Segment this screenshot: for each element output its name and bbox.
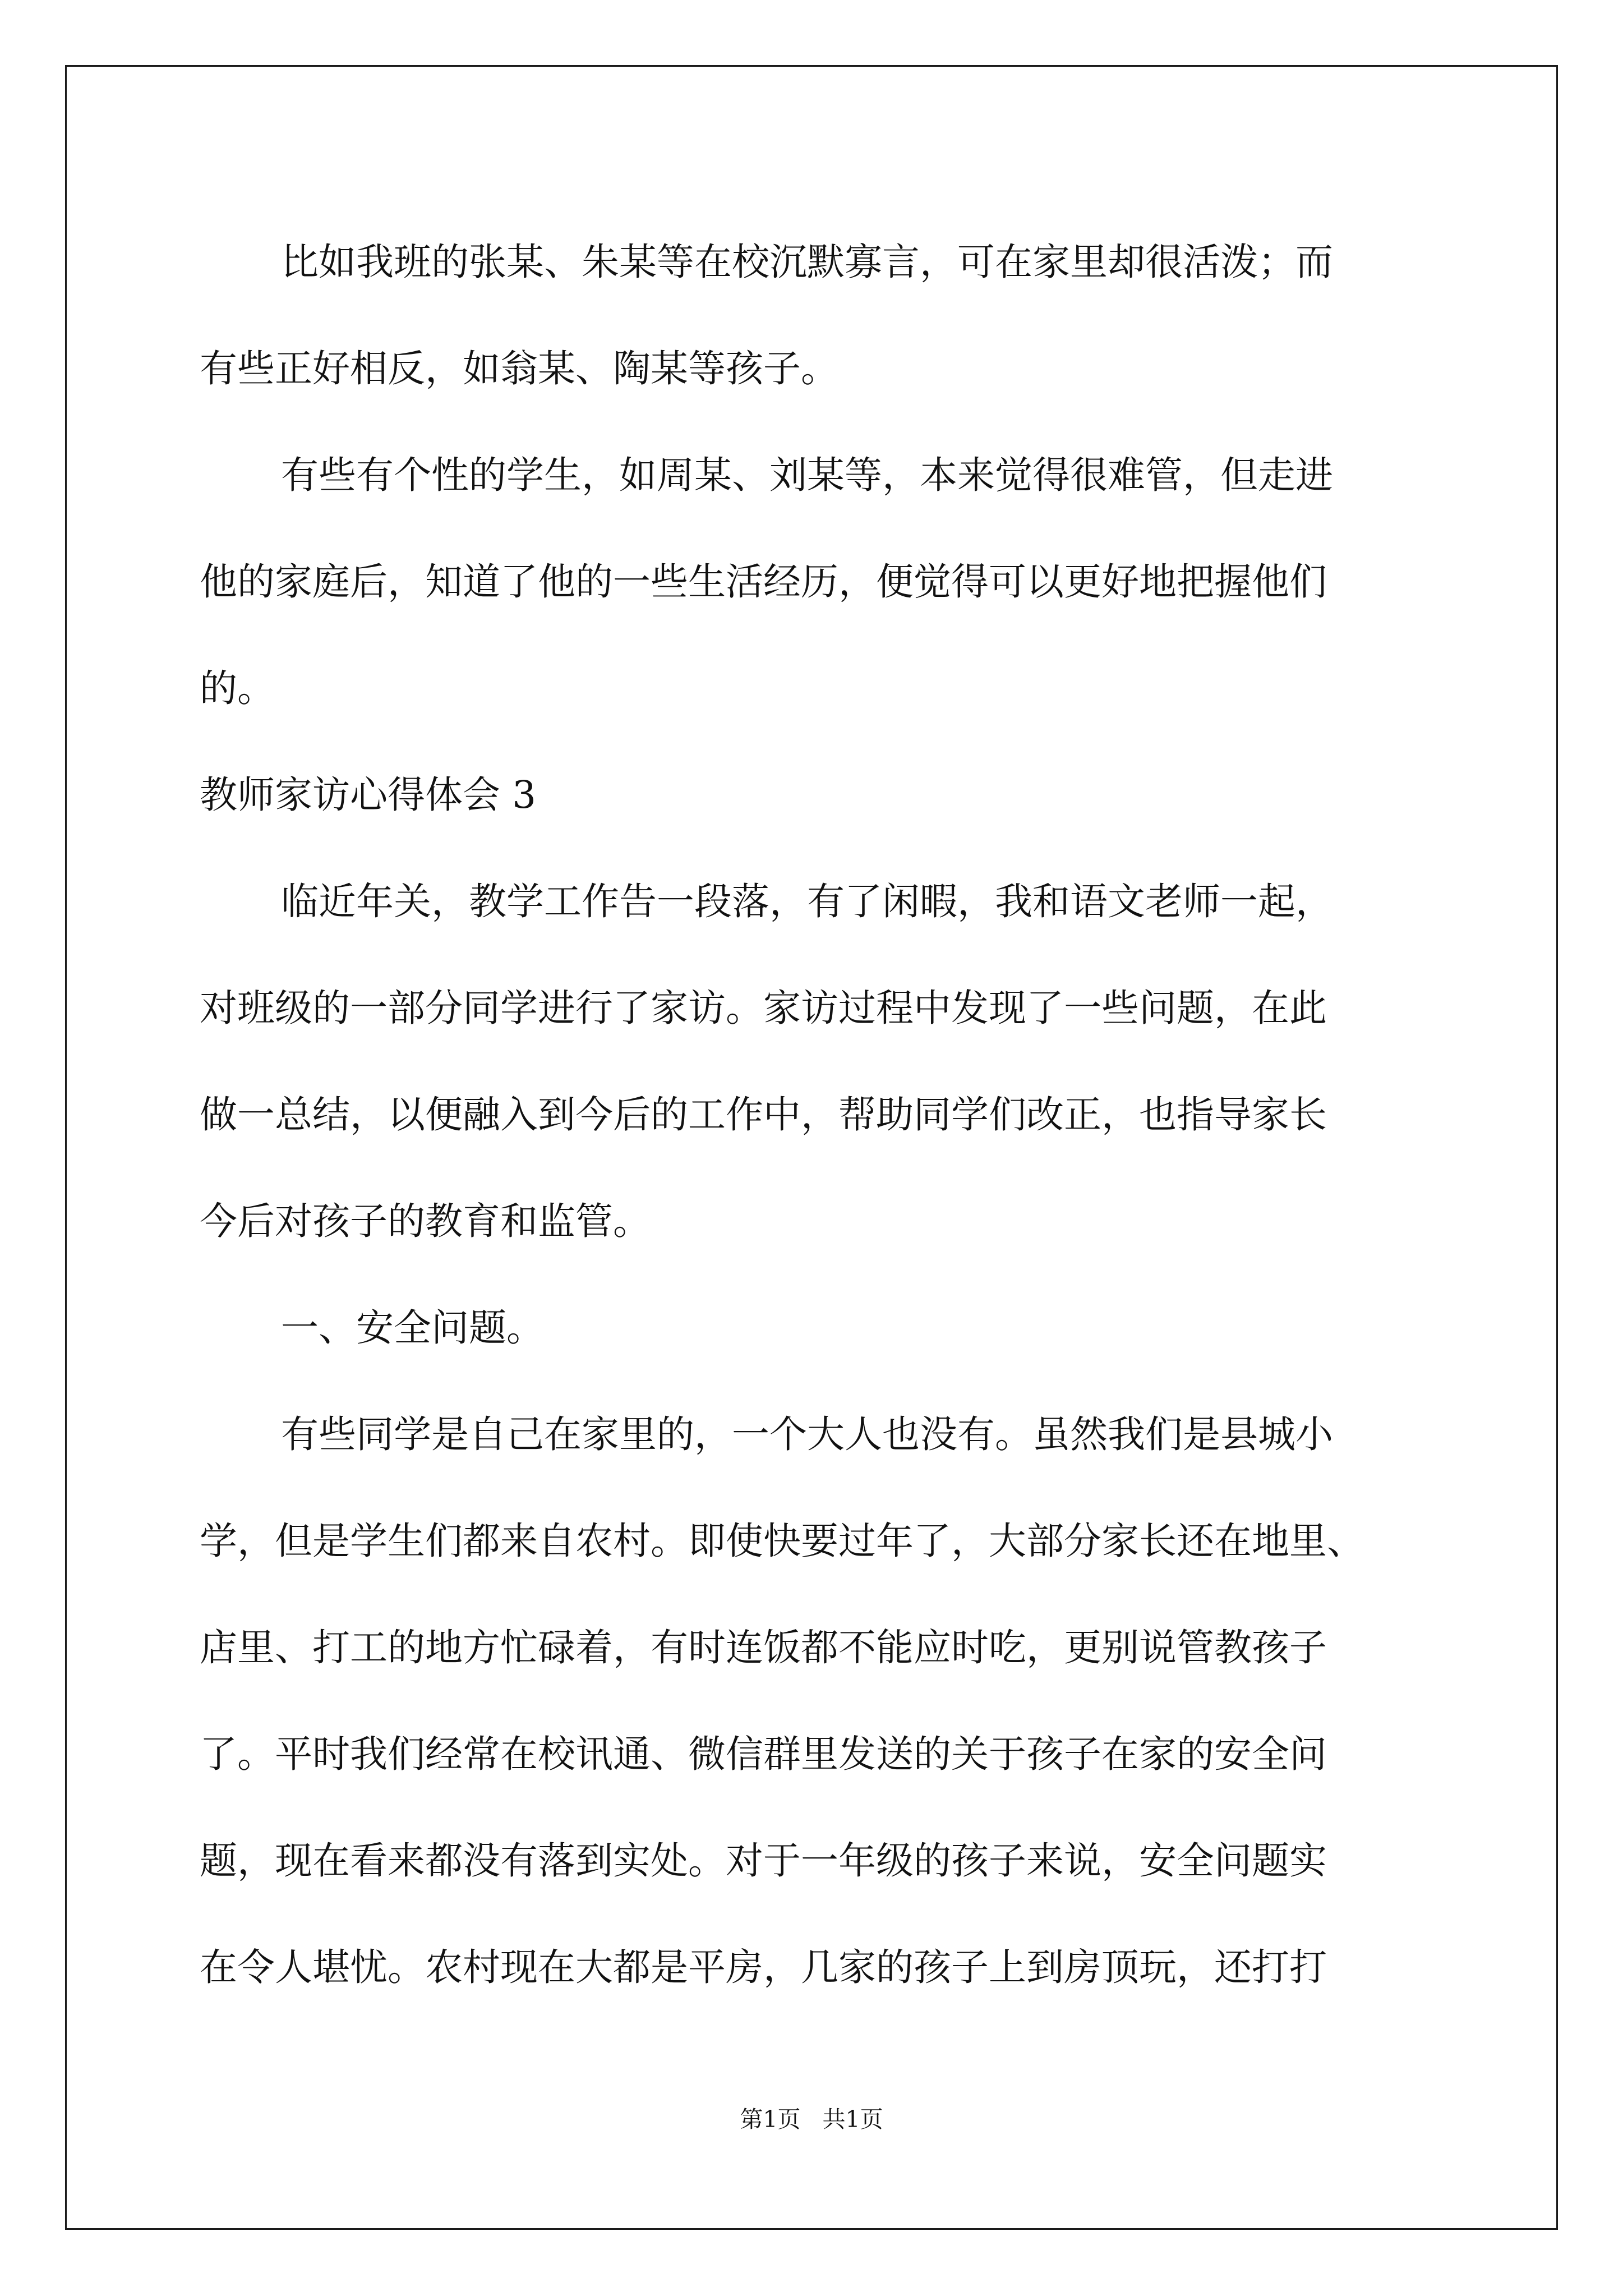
paragraph-2-line-1: 有些有个性的学生，如周某、刘某等，本来觉得很难管，但走进 bbox=[281, 453, 1333, 497]
paragraph-4-line-6: 在令人堪忧。农村现在大都是平房，几家的孩子上到房顶玩，还打打 bbox=[200, 1945, 1327, 1989]
page-footer: 第1页 共1页 bbox=[740, 2106, 883, 2133]
paragraph-3-line-3: 做一总结，以便融入到今后的工作中，帮助同学们改正，也指导家长 bbox=[200, 1093, 1327, 1137]
paragraph-3-line-2: 对班级的一部分同学进行了家访。家访过程中发现了一些问题，在此 bbox=[200, 986, 1327, 1030]
paragraph-4-line-1: 有些同学是自己在家里的，一个大人也没有。虽然我们是县城小 bbox=[281, 1412, 1333, 1456]
paragraph-1-line-1: 比如我班的张某、朱某等在校沉默寡言，可在家里却很活泼；而 bbox=[281, 240, 1333, 284]
paragraph-2-line-2: 他的家庭后，知道了他的一些生活经历，便觉得可以更好地把握他们 bbox=[200, 560, 1327, 604]
paragraph-4-line-5: 题，现在看来都没有落到实处。对于一年级的孩子来说，安全问题实 bbox=[200, 1839, 1327, 1883]
paragraph-3-line-4: 今后对孩子的教育和监管。 bbox=[200, 1199, 651, 1243]
subsection-heading: 一、安全问题。 bbox=[281, 1306, 544, 1350]
section-title: 教师家访心得体会 3 bbox=[200, 773, 536, 817]
paragraph-3-line-1: 临近年关，教学工作告一段落，有了闲暇，我和语文老师一起， bbox=[281, 880, 1333, 923]
paragraph-4-line-3: 店里、打工的地方忙碌着，有时连饭都不能应时吃，更别说管教孩子 bbox=[200, 1626, 1327, 1669]
document-body bbox=[200, 209, 1450, 2021]
paragraph-2-line-3: 的。 bbox=[200, 666, 275, 710]
paragraph-4-line-4: 了。平时我们经常在校讯通、微信群里发送的关于孩子在家的安全问 bbox=[200, 1732, 1327, 1776]
paragraph-1-line-2: 有些正好相反，如翁某、陶某等孩子。 bbox=[200, 347, 838, 390]
paragraph-4-line-2: 学，但是学生们都来自农村。即使快要过年了，大部分家长还在地里、 bbox=[200, 1519, 1364, 1563]
